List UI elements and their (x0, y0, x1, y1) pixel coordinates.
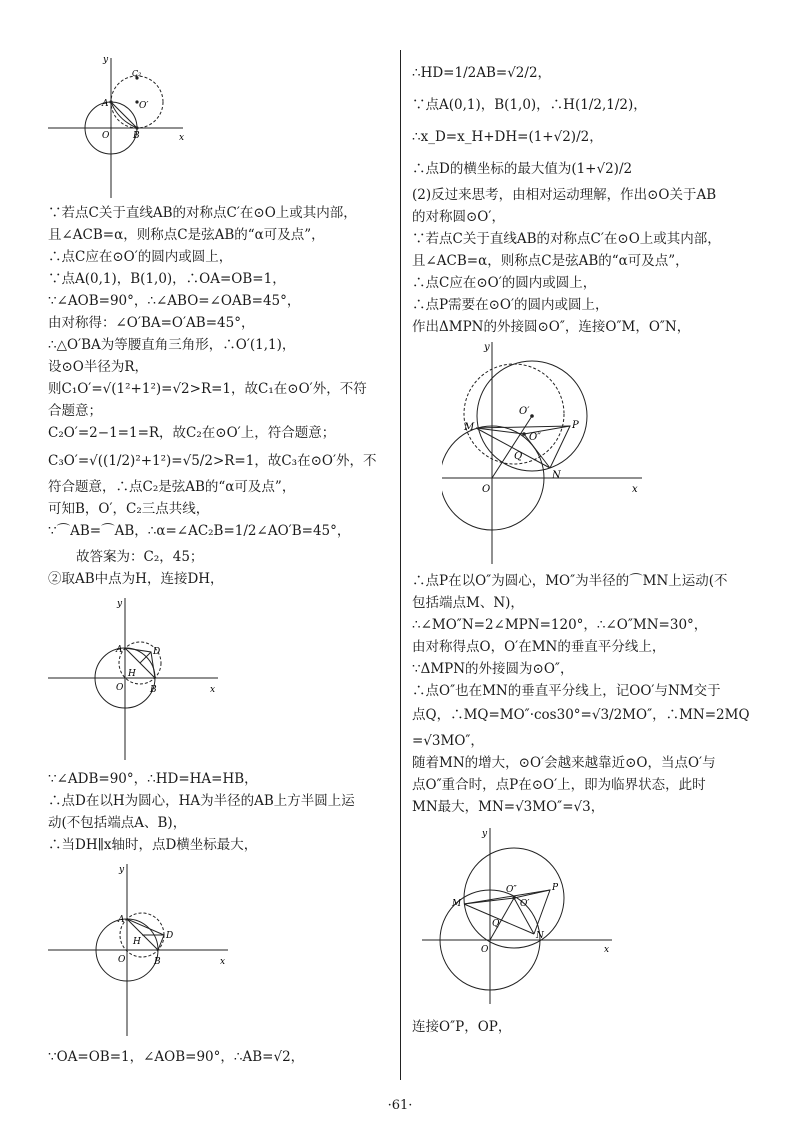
text-line: ②取AB中点为H，连接DH， (48, 571, 224, 587)
text-line: ∵OA=OB=1，∠AOB=90°，∴AB=√2， (48, 1049, 305, 1065)
figure-2 (48, 592, 228, 766)
fig4-label-Odoubleprime: O″ (529, 432, 541, 443)
text-line: ∴当DH∥x轴时，点D横坐标最大， (48, 837, 258, 853)
text-line: ∴点C应在⊙O′的圆内或圆上， (412, 275, 597, 291)
fig2-label-D: D (153, 647, 161, 657)
text-line: 且∠ACB=α，则称点C是弦AB的“α可及点”， (412, 253, 689, 269)
fig2-label-O: O (116, 683, 124, 693)
text-line: 动(不包括端点A、B)， (48, 815, 187, 831)
fig5-label-Oprime: O′ (520, 899, 530, 909)
text-line: 符合题意，∴点C₂是弦AB的“α可及点”， (48, 479, 296, 495)
fig4-label-x: x (632, 484, 638, 495)
text-line: ∴点D的横坐标的最大值为(1+√2)/2 (412, 161, 633, 177)
text-line: ∵若点C关于直线AB的对称点C′在⊙O上或其内部， (412, 231, 721, 247)
column-divider (400, 50, 401, 1080)
text-line: ∴点P需要在⊙O′的圆内或圆上， (412, 297, 609, 313)
fig1-label-A: A (102, 99, 109, 109)
text-line: ∴HD=1/2AB=√2/2， (412, 65, 552, 81)
figure-3 (48, 858, 238, 1042)
text-line: 可知B，O′，C₂三点共线， (48, 501, 210, 517)
fig2-label-y: y (117, 599, 123, 609)
text-line: =√3MO″， (412, 733, 484, 749)
fig2-label-x: x (210, 685, 216, 695)
fig5-label-O: O (481, 945, 489, 955)
text-line: ∵⌒AB=⌒AB，∴α=∠AC₂B=1/2∠AO′B=45°， (48, 523, 351, 539)
text-line: 点Q，∴MQ=MO″·cos30°=√3/2MO″，∴MN=2MQ (412, 707, 750, 723)
text-line: ∴x_D=x_H+DH=(1+√2)/2， (412, 129, 603, 145)
text-line: 合题意； (48, 403, 102, 419)
text-line: 连接O″P，OP， (412, 1019, 512, 1035)
fig1-label-y: y (103, 55, 109, 65)
text-line: 则C₁O′=√(1²+1²)=√2>R=1，故C₁在⊙O′外，不符 (48, 381, 367, 397)
fig1-label-O: O (102, 131, 110, 141)
fig1-label-x: x (179, 133, 185, 143)
text-line: ∴点O″也在MN的垂直平分线上，记OO′与NM交于 (412, 683, 721, 699)
fig4-label-Oprime: O′ (519, 406, 530, 417)
fig1-label-C2: C₂ (132, 69, 142, 78)
text-line: C₃O′=√((1/2)²+1²)=√5/2>R=1，故C₃在⊙O′外，不 (48, 453, 377, 469)
fig1-label-B: B (133, 131, 140, 141)
fig3-label-x: x (220, 957, 226, 967)
text-line: 故答案为：C₂，45； (76, 549, 204, 565)
text-line: ∴点D在以H为圆心，HA为半径的AB上方半圆上运 (48, 793, 355, 809)
text-line: 包括端点M、N)， (412, 595, 524, 611)
fig5-label-x: x (604, 945, 610, 955)
fig4-label-P: P (572, 420, 579, 431)
fig2-label-A: A (116, 645, 123, 655)
fig4-label-Q: Q (514, 451, 523, 462)
fig3-label-O: O (118, 955, 126, 965)
fig5-label-P: P (552, 883, 559, 893)
text-line: 由对称得：∠O′BA=O′AB=45°， (48, 315, 255, 331)
fig5-label-N: N (536, 931, 544, 941)
text-line: ∵∠ADB=90°，∴HD=HA=HB， (48, 771, 258, 787)
text-line: C₂O′=2−1=1=R，故C₂在⊙O′上，符合题意； (48, 425, 336, 441)
text-line: (2)反过来思考，由相对运动理解，作出⊙O关于AB (412, 187, 717, 203)
fig3-label-D: D (166, 931, 174, 941)
fig5-label-Q: Q (492, 919, 500, 929)
text-line: ∴∠MO″N=2∠MPN=120°，∴∠O″MN=30°， (412, 617, 708, 633)
fig4-label-O: O (482, 484, 491, 495)
text-line: 由对称得点O，O′在MN的垂直平分线上， (412, 639, 666, 655)
text-line: ∵点A(0,1)，B(1,0)，∴OA=OB=1， (48, 271, 286, 287)
fig3-label-B: B (154, 957, 161, 967)
figure-1 (48, 50, 198, 204)
text-line: ∵点A(0,1)，B(1,0)，∴H(1/2,1/2)， (412, 97, 647, 113)
figure-4 (442, 336, 652, 570)
text-line: ∵ΔMPN的外接圆为⊙O″， (412, 661, 574, 677)
fig5-label-M: M (452, 899, 462, 909)
text-line: ∴△O′BA为等腰直角三角形，∴O′(1,1)， (48, 337, 296, 353)
fig5-label-Odoubleprime: O″ (506, 885, 517, 895)
text-line: ∵∠AOB=90°，∴∠ABO=∠OAB=45°， (48, 293, 301, 309)
text-line: 且∠ACB=α，则称点C是弦AB的“α可及点”， (48, 227, 325, 243)
text-line: MN最大，MN=√3MO″=√3， (412, 799, 605, 815)
text-line: 的对称圆⊙O′， (412, 209, 505, 225)
fig4-label-y: y (484, 342, 490, 353)
text-line: 点O″重合时，点P在⊙O′上，即为临界状态，此时 (412, 777, 706, 793)
fig4-label-N: N (552, 470, 561, 481)
text-line: 设⊙O半径为R， (48, 359, 149, 375)
fig5-label-y: y (482, 829, 488, 839)
fig3-label-H: H (133, 937, 141, 947)
text-line: ∵若点C关于直线AB的对称点C′在⊙O上或其内部， (48, 205, 357, 221)
fig1-label-Oprime: O′ (139, 101, 149, 111)
fig2-label-H: H (128, 669, 136, 679)
fig2-label-B: B (150, 685, 157, 695)
text-line: 随着MN的增大，⊙O′会越来越靠近⊙O，当点O′与 (412, 755, 716, 771)
text-line: ∴点P在以O″为圆心，MO″为半径的⌒MN上运动(不 (412, 573, 728, 589)
text-line: ∴点C应在⊙O′的圆内或圆上， (48, 249, 233, 265)
fig3-label-A: A (118, 915, 125, 925)
fig3-label-y: y (119, 865, 125, 875)
fig4-label-M: M (464, 422, 475, 433)
figure-5 (422, 826, 622, 1010)
text-line: 作出ΔMPN的外接圆⊙O″，连接O″M，O″N， (412, 319, 691, 335)
page-number: ·61· (387, 1098, 413, 1113)
